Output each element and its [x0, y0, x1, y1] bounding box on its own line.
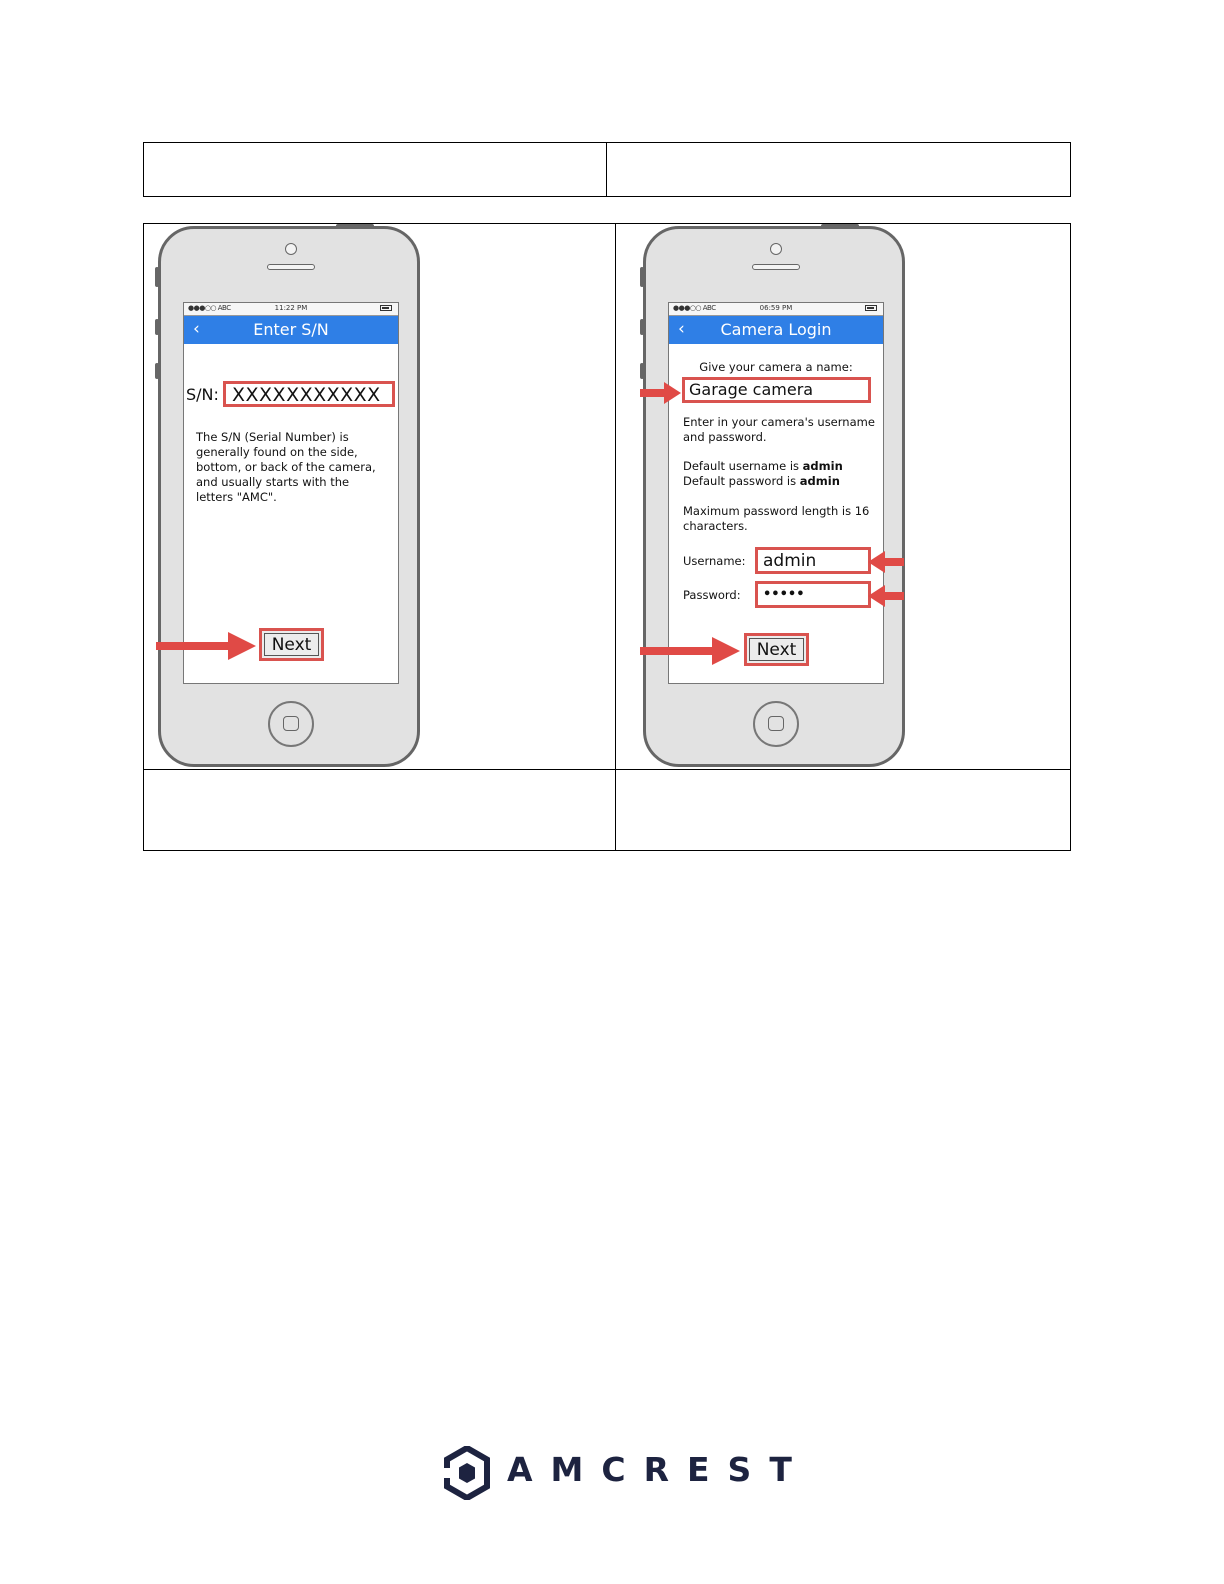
carrier-signal: ●●●○○ ABC [673, 304, 716, 312]
nav-bar [669, 316, 883, 344]
password-label: Password: [683, 588, 741, 602]
back-chevron-icon[interactable]: ‹ [678, 319, 685, 339]
battery-icon [380, 305, 392, 311]
camera-name-value: Garage camera [689, 380, 814, 399]
phone-speaker [752, 264, 800, 270]
status-bar [669, 303, 883, 316]
password-input[interactable] [755, 581, 871, 608]
red-arrow-icon [640, 636, 742, 666]
max-length-note: Maximum password length is 16 characters. [683, 504, 870, 533]
phone-side-button [640, 319, 644, 335]
camera-name-prompt: Give your camera a name: [699, 360, 853, 374]
screen-title: Camera Login [720, 320, 832, 339]
right-phone-mockup [643, 226, 905, 767]
phone-side-button [640, 363, 644, 379]
default-username-value: admin [802, 459, 843, 473]
camera-name-input[interactable] [682, 377, 871, 403]
next-button[interactable] [744, 633, 809, 666]
phone-speaker [267, 264, 315, 270]
right-phone-screen [668, 302, 884, 684]
status-time: 06:59 PM [759, 304, 793, 312]
username-label: Username: [683, 554, 746, 568]
top-table-divider [606, 143, 607, 196]
phone-power-button [821, 224, 859, 228]
status-bar [184, 303, 398, 316]
login-prompt: Enter in your camera's username and password. [683, 415, 875, 444]
phone-side-button [155, 319, 159, 335]
sn-label: S/N: [186, 385, 219, 404]
phone-home-button [753, 701, 799, 747]
top-table [143, 142, 1071, 197]
red-arrow-icon [868, 551, 904, 573]
next-button-label: Next [264, 633, 319, 656]
screen-title: Enter S/N [253, 320, 329, 339]
next-button-label: Next [749, 638, 804, 661]
phone-side-button [155, 267, 159, 287]
phone-home-button [268, 701, 314, 747]
carrier-signal: ●●●○○ ABC [188, 304, 231, 312]
default-password-line [683, 474, 879, 489]
table-divider-horizontal [144, 769, 1070, 770]
battery-icon [865, 305, 877, 311]
sn-help-text: The S/N (Serial Number) is generally found on the side, bottom, or back of the camera, and usually starts with the letters "AMC". [196, 430, 376, 504]
back-chevron-icon[interactable]: ‹ [193, 319, 200, 339]
default-username-prefix: Default username is [683, 459, 803, 473]
sn-input[interactable] [223, 381, 395, 407]
sn-input-value: XXXXXXXXXXX [232, 384, 381, 406]
amcrest-logo-icon [444, 1446, 490, 1500]
left-phone-mockup [158, 226, 420, 767]
red-arrow-icon [868, 585, 904, 607]
username-input[interactable] [755, 547, 871, 574]
table-divider-vertical [615, 224, 616, 850]
default-password-prefix: Default password is [683, 474, 800, 488]
next-button[interactable] [259, 628, 324, 661]
red-arrow-icon [640, 382, 682, 404]
left-phone-screen [183, 302, 399, 684]
username-value: admin [763, 551, 817, 571]
password-value: ••••• [763, 587, 805, 602]
default-username-line [683, 459, 879, 474]
nav-bar [184, 316, 398, 344]
red-arrow-icon [156, 631, 258, 661]
amcrest-wordmark: AMCREST [507, 1450, 810, 1489]
phone-camera [770, 243, 782, 255]
phone-side-button [155, 363, 159, 379]
phone-side-button [640, 267, 644, 287]
default-password-value: admin [799, 474, 840, 488]
status-time: 11:22 PM [274, 304, 308, 312]
phone-camera [285, 243, 297, 255]
phone-power-button [336, 224, 374, 228]
